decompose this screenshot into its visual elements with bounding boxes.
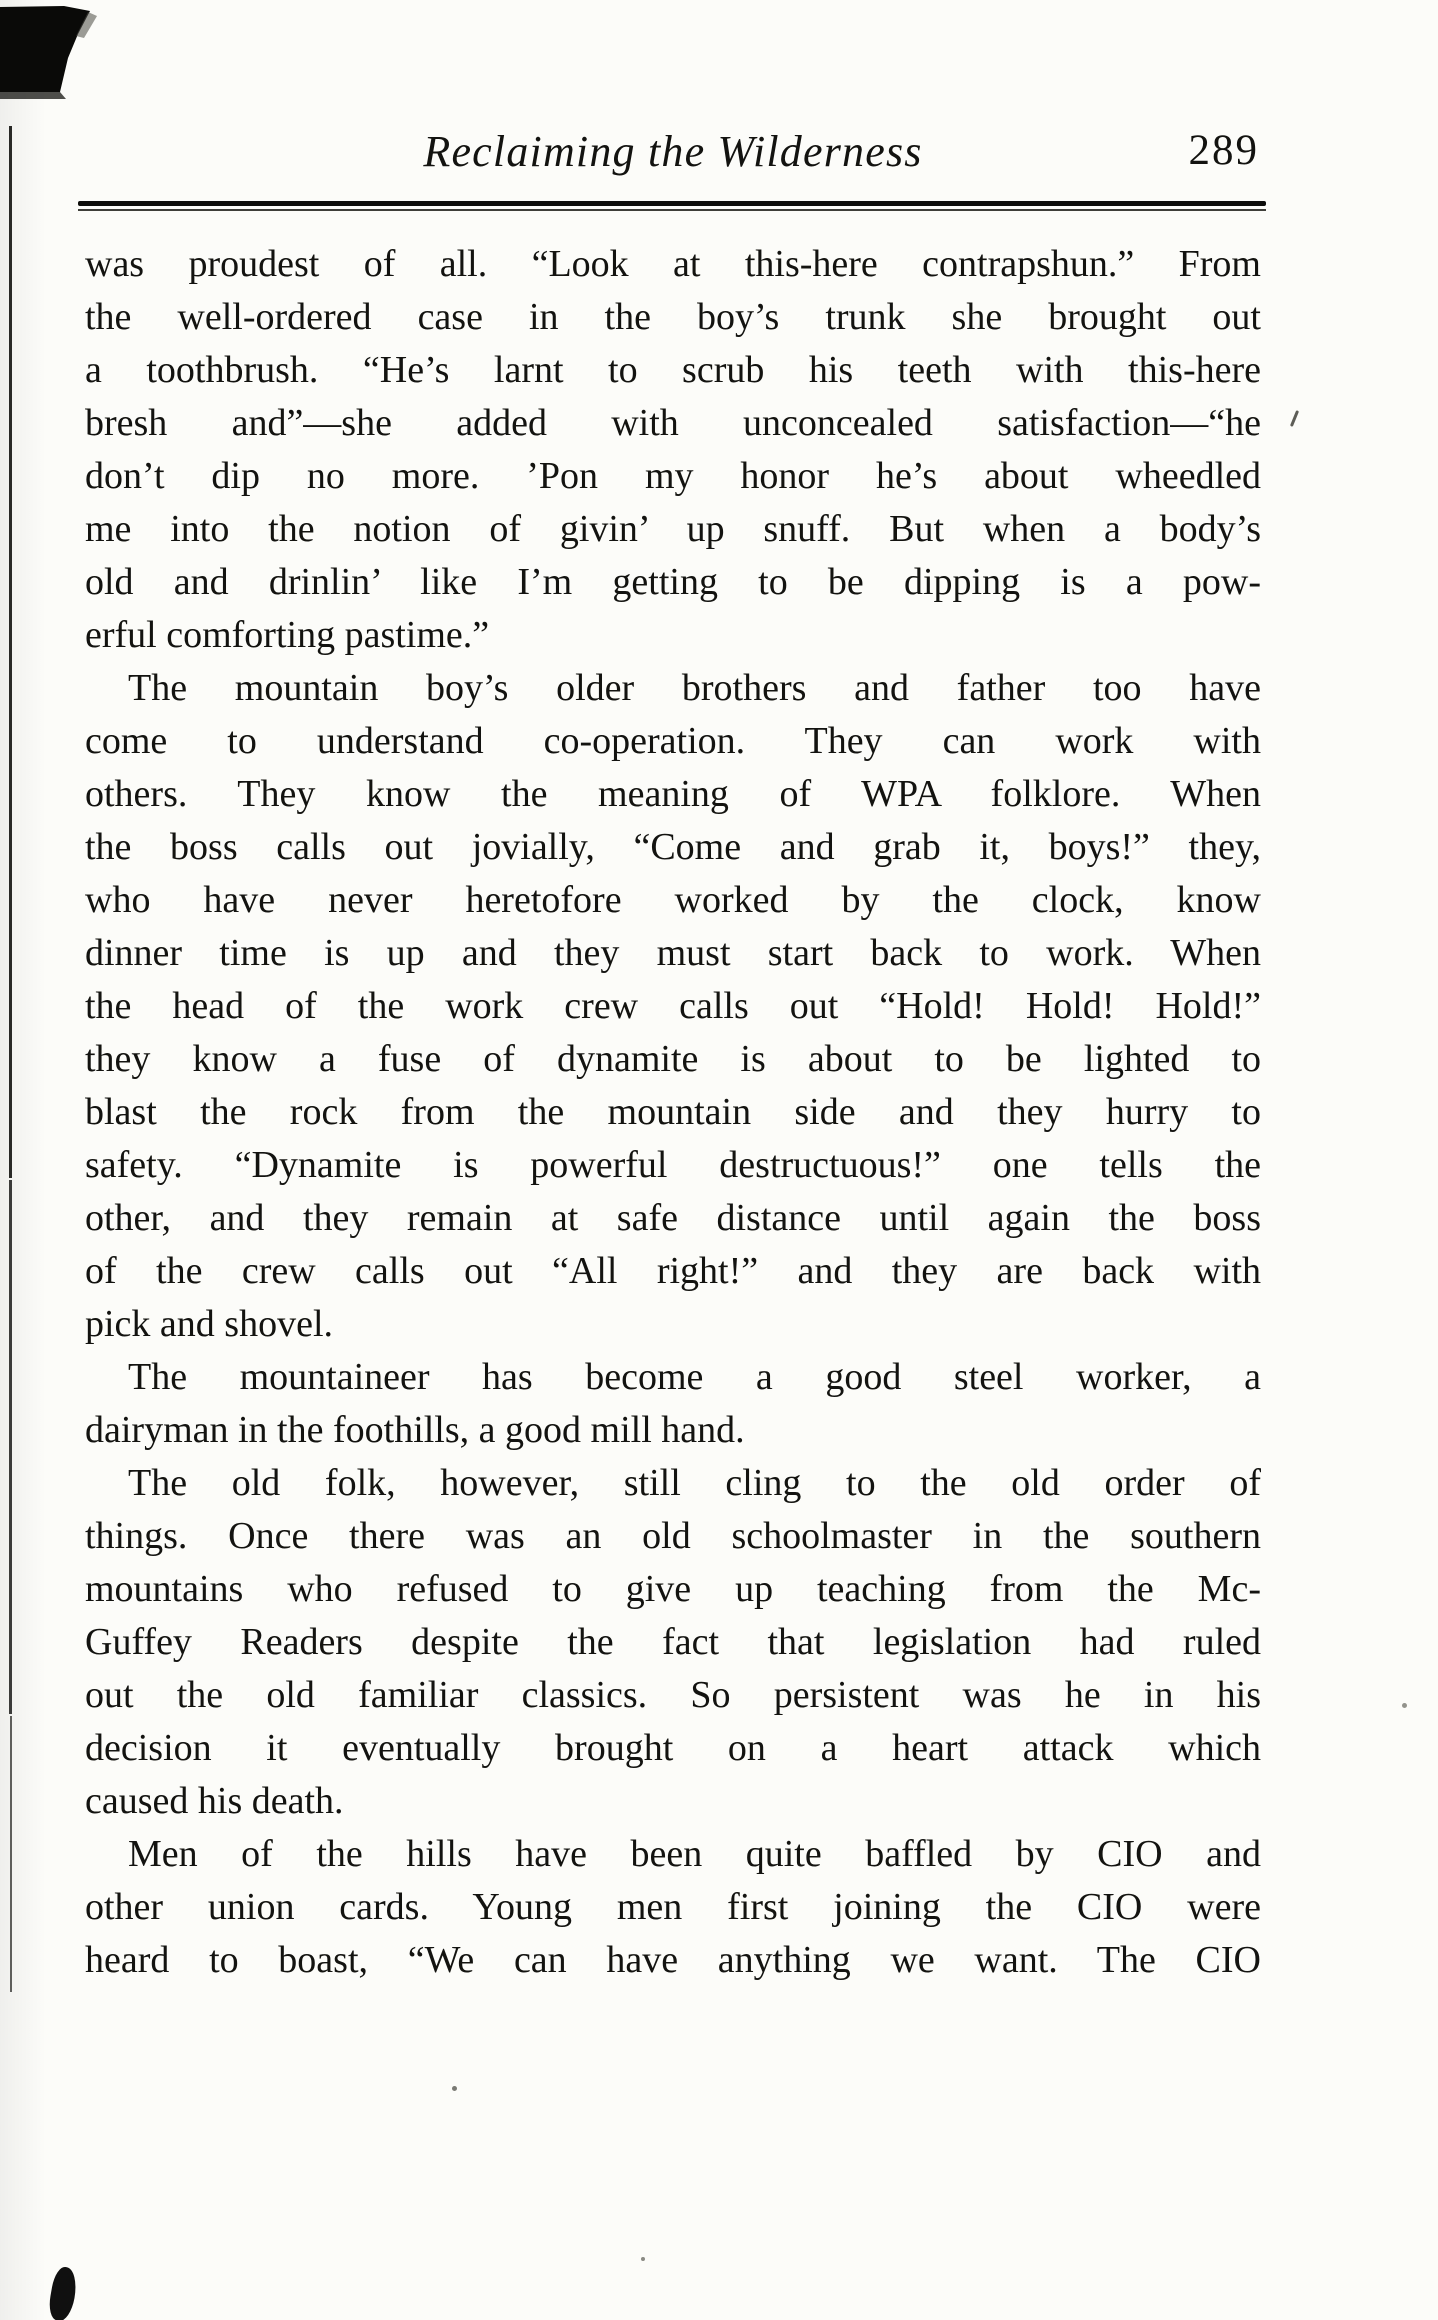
text-line: me into the notion of givin’ up snuff. But when a body’s [85, 508, 1261, 550]
text-line: other union cards. Young men first joining the CIO were [85, 1886, 1261, 1928]
text-block [85, 238, 1261, 1987]
text-line: caused his death. [85, 1780, 344, 1822]
text-line: the boss calls out jovially, “Come and grab it, boys!” they, [85, 826, 1261, 868]
text-line: a toothbrush. “He’s larnt to scrub his teeth with this-here [85, 349, 1261, 391]
text-line: erful comforting pastime.” [85, 614, 490, 656]
text-line: safety. “Dynamite is powerful destructuous!” one tells the [85, 1144, 1261, 1186]
ink-blob-shape [0, 0, 104, 100]
spine-line-segment [9, 126, 12, 1178]
header-rule-thick [78, 201, 1266, 206]
text-line: come to understand co-operation. They can work with [85, 720, 1261, 762]
scan-slash-artifact [1290, 410, 1299, 427]
paragraph [85, 238, 1261, 662]
text-line: blast the rock from the mountain side and they hurry to [85, 1091, 1261, 1133]
page-number: 289 [1188, 127, 1259, 174]
scan-speck [452, 2086, 457, 2091]
scan-ink-blob [0, 0, 104, 100]
corner-ink-mark [46, 2265, 79, 2320]
spine-line-segment [9, 1180, 12, 1714]
scan-speck [641, 2257, 645, 2261]
text-line: The old folk, however, still cling to the old order of [128, 1462, 1261, 1504]
text-line: dairyman in the foothills, a good mill hand. [85, 1409, 745, 1451]
header-rule-thin [78, 209, 1266, 211]
text-line: dinner time is up and they must start back to work. When [85, 932, 1261, 974]
spine-line-segment [10, 1716, 12, 1992]
text-line: of the crew calls out “All right!” and they are back with [85, 1250, 1261, 1292]
text-line: mountains who refused to give up teaching from the Mc- [85, 1568, 1261, 1610]
text-line: other, and they remain at safe distance until again the boss [85, 1197, 1261, 1239]
text-line: pick and shovel. [85, 1303, 334, 1345]
paragraph [85, 1457, 1261, 1828]
paragraph [85, 1351, 1261, 1457]
scan-speck [1402, 1703, 1407, 1708]
text-line: bresh and”—she added with unconcealed satisfaction—“he [85, 402, 1261, 444]
paragraph [85, 662, 1261, 1351]
text-line: was proudest of all. “Look at this-here contrapshun.” From [85, 243, 1261, 285]
text-line: The mountain boy’s older brothers and father too have [128, 667, 1261, 709]
text-line: heard to boast, “We can have anything we want. The CIO [85, 1939, 1261, 1981]
text-line: Men of the hills have been quite baffled by CIO and [128, 1833, 1261, 1875]
paragraph [85, 1828, 1261, 1987]
text-line: the well-ordered case in the boy’s trunk she brought out [85, 296, 1261, 338]
text-line: old and drinlin’ like I’m getting to be dipping is a pow- [85, 561, 1261, 603]
text-line: The mountaineer has become a good steel worker, a [128, 1356, 1261, 1398]
text-line: Guffey Readers despite the fact that legislation had ruled [85, 1621, 1261, 1663]
text-line: decision it eventually brought on a heart attack which [85, 1727, 1261, 1769]
text-line: others. They know the meaning of WPA folklore. When [85, 773, 1261, 815]
text-line: who have never heretofore worked by the clock, know [85, 879, 1261, 921]
running-header [85, 126, 1261, 186]
header-rule [78, 201, 1266, 211]
text-line: out the old familiar classics. So persistent was he in his [85, 1674, 1261, 1716]
chapter-title: Reclaiming the Wilderness [423, 127, 923, 176]
text-line: they know a fuse of dynamite is about to be lighted to [85, 1038, 1261, 1080]
text-line: the head of the work crew calls out “Hold! Hold! Hold!” [85, 985, 1261, 1027]
text-line: don’t dip no more. ’Pon my honor he’s about wheedled [85, 455, 1261, 497]
text-line: things. Once there was an old schoolmaster in the southern [85, 1515, 1261, 1557]
spine-shading [0, 0, 46, 2320]
